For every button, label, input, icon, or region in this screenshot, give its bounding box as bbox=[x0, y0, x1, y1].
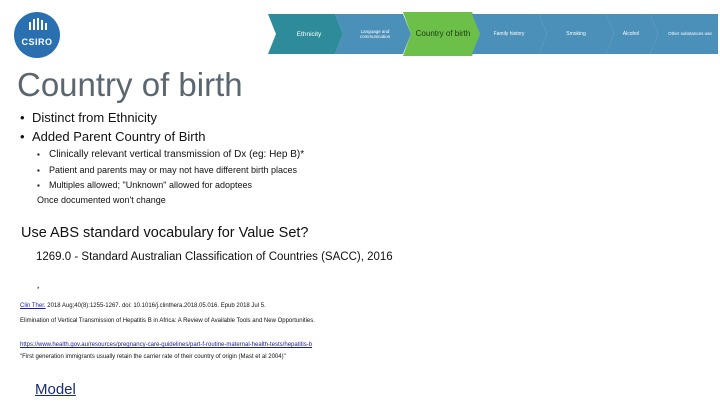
journal-reference bbox=[20, 303, 266, 309]
bullet-text: Distinct from Ethnicity bbox=[32, 110, 157, 125]
bullet-item bbox=[20, 110, 157, 125]
square-bullet-icon: ▪ bbox=[37, 150, 40, 159]
tab-family-history[interactable]: Family history bbox=[493, 31, 525, 37]
note-text: Once documented won't change bbox=[37, 195, 166, 205]
sub-bullet-text: Patient and parents may or may not have different birth places bbox=[49, 165, 297, 175]
sub-bullet-item bbox=[37, 180, 252, 190]
page-title: Country of birth bbox=[17, 66, 243, 103]
health-gov-link-text[interactable]: https://www.health.gov.au/resources/pregnancy-care-guidelines/part-f-routine-maternal-health-tests/hepatitis-b bbox=[20, 342, 313, 348]
bullet-dot-icon: • bbox=[20, 129, 25, 144]
tab-ethnicity[interactable]: Ethnicity bbox=[296, 30, 322, 38]
footnote-star: * bbox=[37, 287, 40, 293]
journal-reference-text: 2018 Aug;40(8):1255-1267. doi: 10.1016/j.clinthera.2018.05.016. Epub 2018 Jul 5. bbox=[45, 303, 266, 309]
bullet-dot-icon: • bbox=[20, 110, 25, 125]
sub-bullet-text: Clinically relevant vertical transmission of Dx (eg: Hep B)* bbox=[49, 149, 305, 160]
logo-text: CSIRO bbox=[21, 37, 53, 47]
bullet-text: Added Parent Country of Birth bbox=[32, 129, 206, 144]
journal-link[interactable]: Clin Ther. bbox=[20, 303, 46, 309]
square-bullet-icon: ▪ bbox=[37, 181, 40, 190]
tab-smoking[interactable]: Smoking bbox=[566, 31, 586, 37]
sacc-reference: 1269.0 - Standard Australian Classification of Countries (SACC), 2016 bbox=[36, 251, 393, 263]
model-link[interactable]: Model bbox=[35, 381, 76, 398]
top-navigation bbox=[0, 0, 720, 64]
tab-alcohol[interactable]: Alcohol bbox=[622, 31, 640, 37]
sub-bullet-text: Multiples allowed; "Unknown" allowed for adoptees bbox=[49, 180, 253, 190]
tab-other-substances[interactable]: Other substances use bbox=[668, 31, 712, 37]
section-heading: Use ABS standard vocabulary for Value Set? bbox=[21, 225, 309, 241]
sub-bullet-item bbox=[37, 149, 304, 160]
quote-text: "First generation immigrants usually retain the carrier rate of their country of origin (Mast et al 2004)" bbox=[20, 354, 286, 360]
square-bullet-icon: ▪ bbox=[37, 166, 40, 175]
tab-language[interactable]: Language and communication bbox=[359, 28, 391, 39]
article-title: Elimination of Vertical Transmission of Hepatitis B in Africa: A Review of Available Tools and New Opportunities. bbox=[20, 318, 315, 324]
health-gov-link[interactable] bbox=[20, 342, 312, 348]
sub-bullet-item bbox=[37, 165, 297, 175]
tab-country-of-birth[interactable]: Country of birth bbox=[415, 29, 471, 38]
bullet-item bbox=[20, 129, 205, 144]
